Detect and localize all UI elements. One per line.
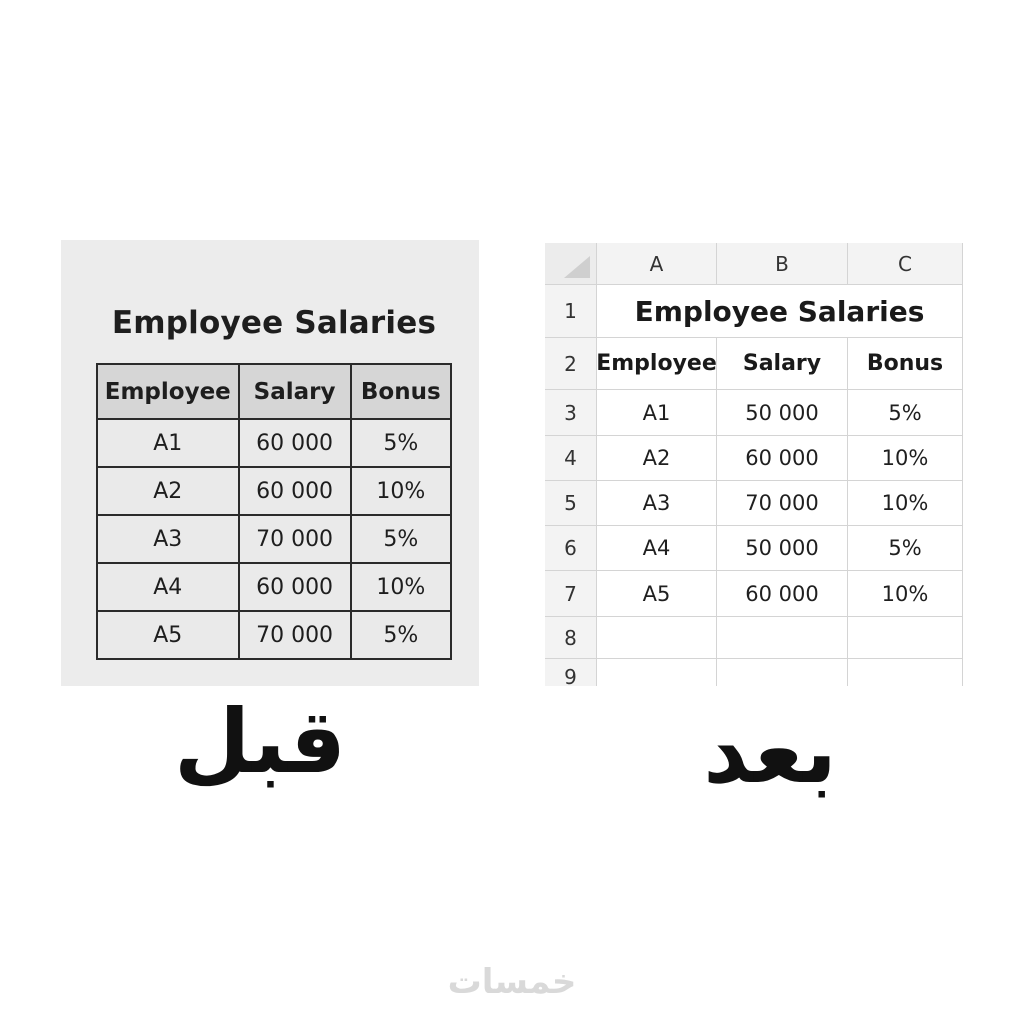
select-all-corner[interactable]: [545, 243, 597, 285]
cell-employee[interactable]: A1: [597, 390, 717, 436]
row-header-8[interactable]: 8: [545, 617, 597, 659]
cell-bonus[interactable]: 10%: [848, 481, 963, 526]
column-header-b[interactable]: B: [717, 243, 848, 285]
before-header-salary: Salary: [239, 364, 351, 419]
before-cell-bonus: 10%: [351, 467, 451, 515]
before-cell-employee: A2: [97, 467, 239, 515]
header-cell-salary[interactable]: Salary: [717, 338, 848, 390]
sheet-title-cell[interactable]: Employee Salaries: [597, 285, 963, 338]
before-cell-bonus: 5%: [351, 515, 451, 563]
before-header-bonus: Bonus: [351, 364, 451, 419]
before-header-employee: Employee: [97, 364, 239, 419]
row-header-4[interactable]: 4: [545, 436, 597, 481]
row-header-3[interactable]: 3: [545, 390, 597, 436]
before-cell-salary: 60 000: [239, 563, 351, 611]
corner-triangle-icon: [564, 256, 590, 278]
empty-cell[interactable]: [848, 659, 963, 686]
table-row: [97, 611, 451, 659]
before-table: [96, 363, 452, 660]
cell-salary[interactable]: 60 000: [717, 571, 848, 617]
empty-cell[interactable]: [717, 659, 848, 686]
cell-bonus[interactable]: 5%: [848, 390, 963, 436]
after-spreadsheet: [545, 243, 963, 686]
before-cell-bonus: 5%: [351, 611, 451, 659]
table-row: [97, 419, 451, 467]
empty-cell[interactable]: [848, 617, 963, 659]
watermark-logo: خمسات: [447, 962, 577, 1002]
cell-bonus[interactable]: 10%: [848, 436, 963, 481]
cell-employee[interactable]: A2: [597, 436, 717, 481]
table-row: [97, 467, 451, 515]
row-header-7[interactable]: 7: [545, 571, 597, 617]
before-cell-employee: A5: [97, 611, 239, 659]
column-header-c[interactable]: C: [848, 243, 963, 285]
before-cell-salary: 60 000: [239, 419, 351, 467]
before-cell-employee: A1: [97, 419, 239, 467]
cell-salary[interactable]: 60 000: [717, 436, 848, 481]
cell-employee[interactable]: A3: [597, 481, 717, 526]
header-cell-employee[interactable]: Employee: [597, 338, 717, 390]
cell-employee[interactable]: A4: [597, 526, 717, 571]
cell-bonus[interactable]: 10%: [848, 571, 963, 617]
cell-bonus[interactable]: 5%: [848, 526, 963, 571]
column-header-a[interactable]: A: [597, 243, 717, 285]
before-cell-salary: 70 000: [239, 611, 351, 659]
before-title: Employee Salaries: [111, 305, 437, 341]
row-header-2[interactable]: 2: [545, 338, 597, 390]
cell-salary[interactable]: 50 000: [717, 526, 848, 571]
empty-cell[interactable]: [717, 617, 848, 659]
before-caption: قبل: [173, 690, 347, 793]
table-row: [97, 515, 451, 563]
before-cell-bonus: 10%: [351, 563, 451, 611]
cell-employee[interactable]: A5: [597, 571, 717, 617]
before-cell-employee: A3: [97, 515, 239, 563]
after-caption: بعد: [703, 700, 837, 803]
before-cell-salary: 70 000: [239, 515, 351, 563]
table-row: [97, 563, 451, 611]
cell-salary[interactable]: 50 000: [717, 390, 848, 436]
row-header-5[interactable]: 5: [545, 481, 597, 526]
before-cell-employee: A4: [97, 563, 239, 611]
empty-cell[interactable]: [597, 617, 717, 659]
row-header-6[interactable]: 6: [545, 526, 597, 571]
header-cell-bonus[interactable]: Bonus: [848, 338, 963, 390]
empty-cell[interactable]: [597, 659, 717, 686]
row-header-1[interactable]: 1: [545, 285, 597, 338]
cell-salary[interactable]: 70 000: [717, 481, 848, 526]
before-header-row: [97, 364, 451, 419]
row-header-9[interactable]: 9: [545, 659, 597, 686]
before-cell-salary: 60 000: [239, 467, 351, 515]
before-cell-bonus: 5%: [351, 419, 451, 467]
